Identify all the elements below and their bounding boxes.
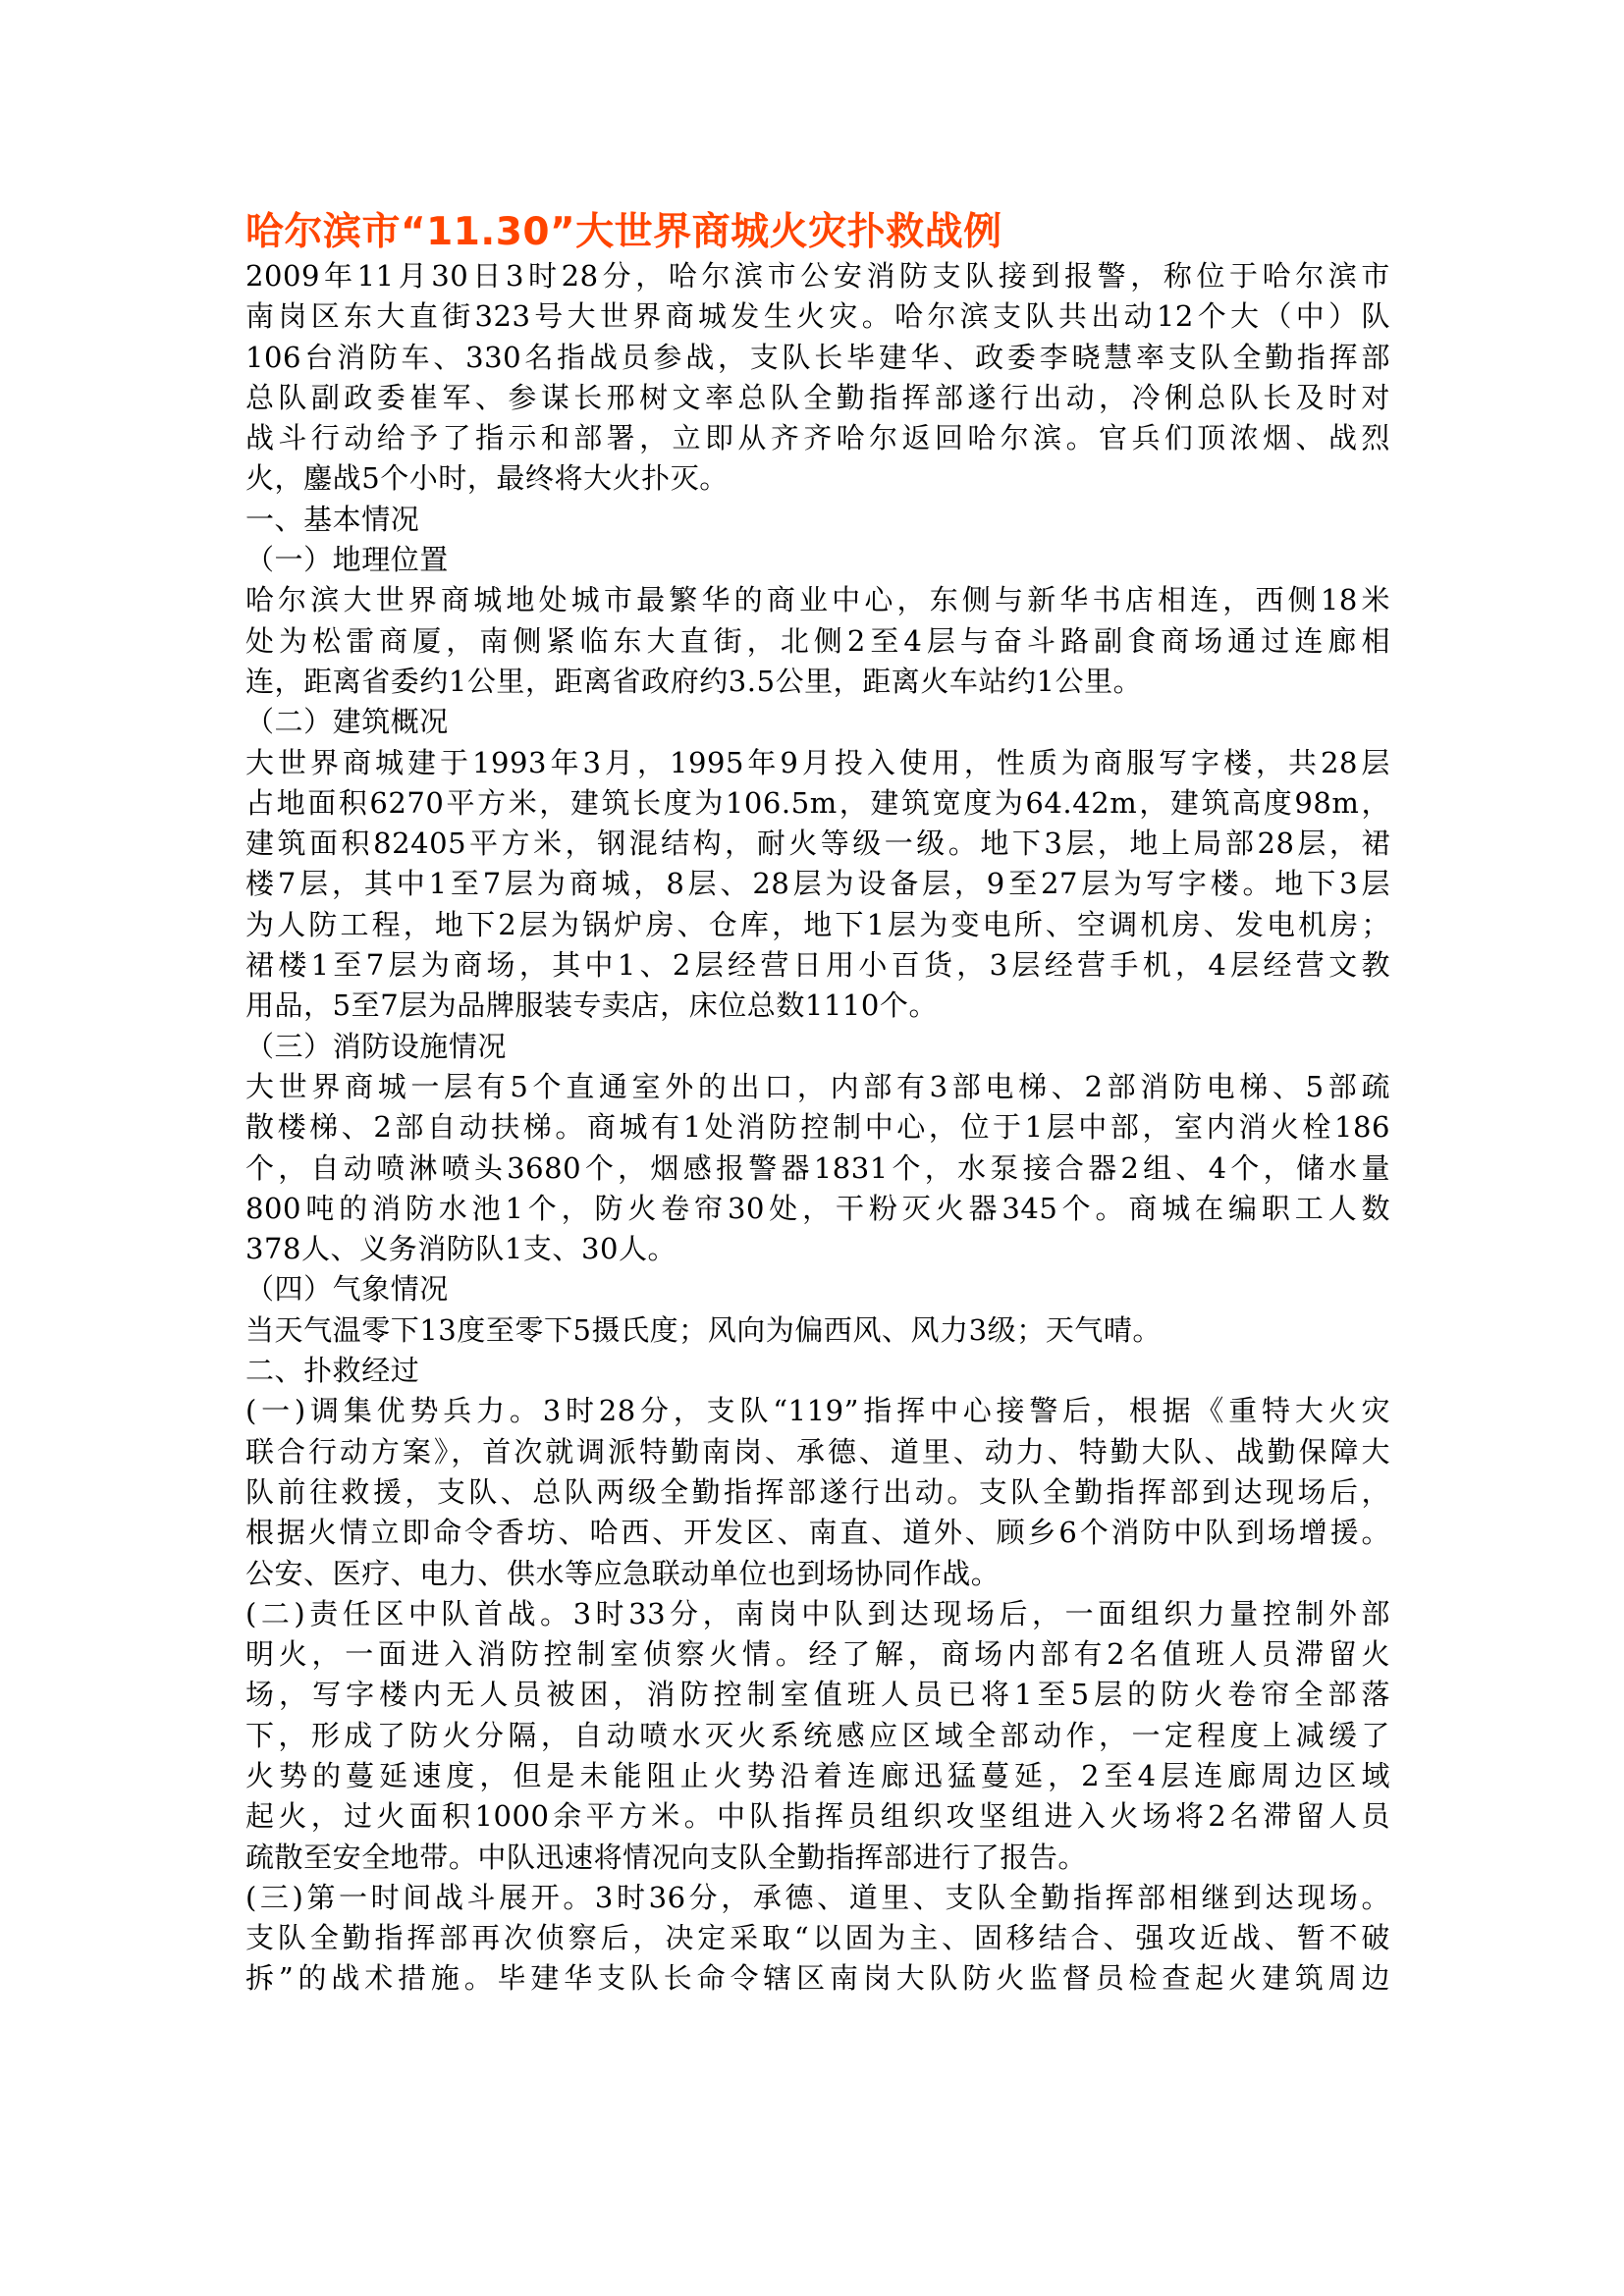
text-line: 用品，5至7层为品牌服装专卖店，床位总数1110个。 xyxy=(245,988,939,1023)
text-line: 火势的蔓延速度，但是未能阻止火势沿着连廊迅猛蔓延，2至4层连廊周边区域 xyxy=(245,1758,1390,1792)
document-page xyxy=(245,210,1390,2000)
text-line: 楼7层，其中1至7层为商城，8层、28层为设备层，9至27层为写字楼。地下3层 xyxy=(245,867,1390,901)
text-line: 起火，过火面积1000余平方米。中队指挥员组织攻坚组进入火场将2名滞留人员 xyxy=(245,1799,1390,1834)
text-line: 处为松雷商厦，南侧紧临东大直街，北侧2至4层与奋斗路副食商场通过连廊相 xyxy=(245,623,1390,658)
text-line: 战斗行动给予了指示和部署，立即从齐齐哈尔返回哈尔滨。官兵们顶浓烟、战烈 xyxy=(245,421,1390,455)
text-line: 哈尔滨大世界商城地处城市最繁华的商业中心，东侧与新华书店相连，西侧18米 xyxy=(245,583,1390,617)
text-line: 联合行动方案》，首次就调派特勤南岗、承德、道里、动力、特勤大队、战勤保障大 xyxy=(245,1434,1390,1468)
text-line: 大世界商城建于1993年3月，1995年9月投入使用，性质为商服写字楼，共28层 xyxy=(245,745,1390,779)
text-line: （二）建筑概况 xyxy=(245,705,449,739)
text-line: (一)调集优势兵力。3时28分，支队“119”指挥中心接警后，根据《重特大火灾 xyxy=(245,1394,1390,1428)
text-line: 建筑面积82405平方米，钢混结构，耐火等级一级。地下3层，地上局部28层，裙 xyxy=(245,827,1390,861)
text-line: 800吨的消防水池1个，防火卷帘30处，干粉灭火器345个。商城在编职工人数 xyxy=(245,1191,1390,1225)
text-line: 明火，一面进入消防控制室侦察火情。经了解，商场内部有2名值班人员滞留火 xyxy=(245,1637,1390,1672)
text-line: 一、基本情况 xyxy=(245,502,420,536)
text-line: 106台消防车、330名指战员参战，支队长毕建华、政委李晓慧率支队全勤指挥部 xyxy=(245,340,1390,374)
text-line: 总队副政委崔军、参谋长邢树文率总队全勤指挥部遂行出动，冷俐总队长及时对 xyxy=(245,380,1390,414)
text-line: 连，距离省委约1公里，距离省政府约3.5公里，距离火车站约1公里。 xyxy=(245,664,1143,698)
text-line: 疏散至安全地带。中队迅速将情况向支队全勤指挥部进行了报告。 xyxy=(245,1840,1087,1874)
text-line: (二)责任区中队首战。3时33分，南岗中队到达现场后，一面组织力量控制外部 xyxy=(245,1596,1390,1630)
text-line: （三）消防设施情况 xyxy=(245,1029,507,1063)
text-line: 下，形成了防火分隔，自动喷水灭火系统感应区域全部动作，一定程度上减缓了 xyxy=(245,1718,1390,1752)
text-line: 散楼梯、2部自动扶梯。商城有1处消防控制中心，位于1层中部，室内消火栓186 xyxy=(245,1110,1390,1145)
document-body xyxy=(245,256,1390,2000)
text-line: 当天气温零下13度至零下5摄氏度；风向为偏西风、风力3级；天气晴。 xyxy=(245,1312,1162,1347)
text-line: 火，鏖战5个小时，最终将大火扑灭。 xyxy=(245,461,729,496)
text-line: （一）地理位置 xyxy=(245,543,449,577)
text-line: 场，写字楼内无人员被困，消防控制室值班人员已将1至5层的防火卷帘全部落 xyxy=(245,1678,1390,1712)
text-line: 2009年11月30日3时28分，哈尔滨市公安消防支队接到报警，称位于哈尔滨市 xyxy=(245,259,1390,293)
text-line: 队前往救援，支队、总队两级全勤指挥部遂行出动。支队全勤指挥部到达现场后， xyxy=(245,1474,1390,1509)
text-line: 为人防工程，地下2层为锅炉房、仓库，地下1层为变电所、空调机房、发电机房； xyxy=(245,907,1390,941)
text-line: 南岗区东大直街323号大世界商城发生火灾。哈尔滨支队共出动12个大（中）队 xyxy=(245,299,1390,334)
text-line: 二、扑救经过 xyxy=(245,1354,420,1388)
text-line: 拆”的战术措施。毕建华支队长命令辖区南岗大队防火监督员检查起火建筑周边 xyxy=(245,1961,1390,1996)
text-line: (三)第一时间战斗展开。3时36分，承德、道里、支队全勤指挥部相继到达现场。 xyxy=(245,1880,1390,1914)
document-title: 哈尔滨市“11.30”大世界商城火灾扑救战例 xyxy=(245,210,1002,254)
text-line: 根据火情立即命令香坊、哈西、开发区、南直、道外、顾乡6个消防中队到场增援。 xyxy=(245,1516,1390,1550)
text-line: 支队全勤指挥部再次侦察后，决定采取“以固为主、固移结合、强攻近战、暂不破 xyxy=(245,1921,1390,1955)
text-line: 378人、义务消防队1支、30人。 xyxy=(245,1232,677,1266)
text-line: 裙楼1至7层为商场，其中1、2层经营日用小百货，3层经营手机，4层经营文教 xyxy=(245,948,1390,983)
text-line: 占地面积6270平方米，建筑长度为106.5m，建筑宽度为64.42m，建筑高度98m， xyxy=(245,785,1390,820)
text-line: 大世界商城一层有5个直通室外的出口，内部有3部电梯、2部消防电梯、5部疏 xyxy=(245,1069,1390,1103)
text-line: 公安、医疗、电力、供水等应急联动单位也到场协同作战。 xyxy=(245,1556,1001,1590)
text-line: 个，自动喷淋喷头3680个，烟感报警器1831个，水泵接合器2组、4个，储水量 xyxy=(245,1150,1390,1185)
text-line: （四）气象情况 xyxy=(245,1272,449,1307)
